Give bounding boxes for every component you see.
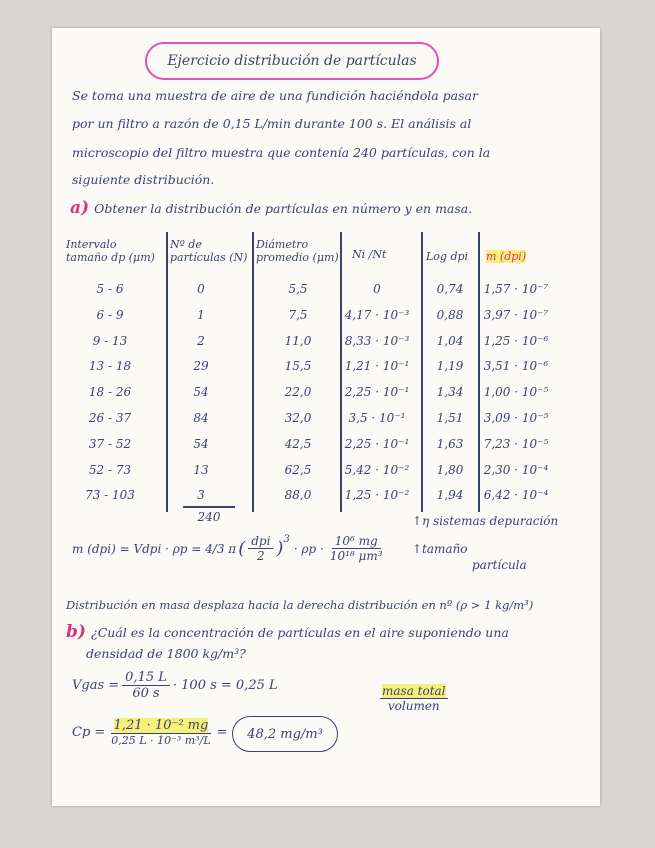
cell-ni-nt: 0 bbox=[373, 282, 381, 296]
vgas-fraction bbox=[122, 670, 170, 701]
cell-interval: 73 - 103 bbox=[85, 488, 135, 503]
mass-volume-note bbox=[380, 684, 448, 713]
title-bubble bbox=[145, 42, 439, 80]
cell-m: 1,00 · 10⁻⁵ bbox=[483, 385, 549, 400]
cell-ni-nt: 2,25 · 10⁻¹ bbox=[344, 436, 410, 451]
cp-num-text: 1,21 · 10⁻² mg bbox=[113, 718, 209, 733]
distribution-statement: Distribución en masa desplaza hacia la derecha distribución en nº (ρ > 1 kg/m³) bbox=[66, 598, 534, 612]
cell-diameter: 11,0 bbox=[284, 333, 312, 348]
cell-interval: 18 - 26 bbox=[88, 385, 132, 400]
cell-ni-nt: 2,25 · 10⁻¹ bbox=[344, 385, 410, 400]
cp-equation bbox=[72, 718, 228, 747]
header-m-label: m (dpi) bbox=[486, 250, 527, 263]
question-a-letter: a) bbox=[70, 198, 90, 218]
vgas-den: 60 s bbox=[132, 686, 160, 701]
page-title: Ejercicio distribución de partículas bbox=[167, 53, 417, 69]
cp-fraction bbox=[108, 718, 213, 747]
formula-lhs: m (dpi) = Vdpi · ρp = 4/3 π bbox=[72, 541, 237, 556]
vgas-lhs: Vgas = bbox=[72, 678, 120, 693]
cell-n: 84 bbox=[193, 411, 209, 425]
formula-frac2-num: 10⁶ mg bbox=[332, 534, 381, 549]
cell-diameter: 42,5 bbox=[284, 436, 312, 451]
formula-fraction-dp bbox=[248, 534, 273, 563]
formula-frac1-num: dpi bbox=[248, 534, 273, 549]
cp-den: 0,25 L · 10⁻³ m³/L bbox=[111, 734, 211, 747]
cell-m: 2,30 · 10⁻⁴ bbox=[483, 462, 549, 477]
cell-m: 6,42 · 10⁻⁴ bbox=[483, 488, 549, 503]
header-n-line1: Nº de bbox=[170, 238, 202, 251]
vgas-rhs: · 100 s = 0,25 L bbox=[172, 678, 278, 693]
vgas-equation bbox=[72, 670, 278, 701]
cell-n: 0 bbox=[197, 282, 205, 296]
header-log: Log dpi bbox=[426, 250, 469, 263]
header-m bbox=[486, 250, 526, 263]
header-interval bbox=[66, 238, 155, 264]
cell-ni-nt: 1,21 · 10⁻¹ bbox=[344, 359, 410, 374]
cp-equals: = bbox=[216, 725, 228, 740]
cell-log: 0,88 bbox=[436, 307, 464, 322]
cp-num bbox=[111, 718, 212, 734]
cell-m: 1,25 · 10⁻⁶ bbox=[483, 333, 549, 348]
formula-frac2-den: 10¹⁸ μm³ bbox=[329, 549, 383, 563]
sum-line bbox=[183, 506, 235, 508]
cell-n: 54 bbox=[193, 385, 209, 400]
cell-m: 3,09 · 10⁻⁵ bbox=[483, 411, 549, 425]
cell-diameter: 15,5 bbox=[284, 359, 312, 374]
formula-fraction-units bbox=[327, 534, 386, 563]
question-b-text-2: densidad de 1800 kg/m³? bbox=[86, 646, 246, 661]
cell-log: 1,63 bbox=[436, 436, 464, 451]
formula-rho: · ρp · bbox=[293, 541, 324, 556]
cell-n: 54 bbox=[193, 436, 209, 451]
cell-interval: 37 - 52 bbox=[88, 436, 132, 451]
mass-note-den: volumen bbox=[387, 699, 440, 713]
header-diameter-line2: promedio (μm) bbox=[256, 251, 339, 264]
question-b bbox=[66, 622, 509, 642]
cell-log: 1,51 bbox=[436, 411, 464, 425]
intro-line-1: Se toma una muestra de aire de una fundición haciéndola pasar bbox=[72, 88, 478, 103]
question-b-letter: b) bbox=[66, 622, 86, 642]
note-particle: partícula bbox=[472, 558, 527, 572]
intro-line-2: por un filtro a razón de 0,15 L/min durante 100 s. El análisis al bbox=[72, 116, 472, 131]
cell-log: 0,74 bbox=[436, 282, 464, 296]
cell-log: 1,19 bbox=[436, 359, 464, 374]
mass-note-num-text: masa total bbox=[382, 684, 446, 698]
cell-m: 7,23 · 10⁻⁵ bbox=[483, 436, 549, 451]
table-total: 240 bbox=[197, 510, 221, 524]
mass-note-num bbox=[380, 684, 448, 699]
header-interval-line2: tamaño dp (μm) bbox=[66, 251, 155, 264]
cell-n: 1 bbox=[197, 307, 205, 322]
note-efficiency: ↑η sistemas depuración bbox=[412, 514, 559, 528]
table-divider bbox=[252, 232, 254, 512]
question-a bbox=[70, 198, 472, 218]
header-interval-line1: Intervalo bbox=[66, 238, 117, 251]
question-a-text: Obtener la distribución de partículas en número y en masa. bbox=[94, 201, 473, 216]
cp-lhs: Cp = bbox=[72, 725, 106, 740]
cell-n: 3 bbox=[197, 488, 205, 503]
table-divider bbox=[421, 232, 423, 512]
intro-line-3: microscopio del filtro muestra que contenía 240 partículas, con la bbox=[72, 145, 491, 160]
header-ni-nt: Ni /Nt bbox=[352, 248, 387, 261]
cell-m: 3,51 · 10⁻⁶ bbox=[483, 359, 549, 374]
mass-formula: m (dpi) = Vdpi · ρp = 4/3 π ( $\frac{\text{dpi}}{2}$ ) $^3$ · ρp · $\frac{\text{10⁶ mg}}{\text{10¹⁸ μm³}}$ bbox=[72, 534, 389, 563]
cell-ni-nt: 4,17 · 10⁻³ bbox=[344, 307, 410, 322]
header-diameter bbox=[256, 238, 339, 264]
cell-interval: 9 - 13 bbox=[92, 333, 128, 348]
cell-n: 2 bbox=[197, 333, 205, 348]
cell-ni-nt: 5,42 · 10⁻² bbox=[344, 462, 410, 477]
cell-diameter: 22,0 bbox=[284, 385, 312, 400]
cell-diameter: 7,5 bbox=[288, 307, 308, 322]
cell-diameter: 88,0 bbox=[284, 488, 312, 503]
vgas-num: 0,15 L bbox=[122, 670, 170, 686]
cell-interval: 26 - 37 bbox=[88, 411, 132, 425]
formula-exponent: 3 bbox=[283, 534, 290, 545]
cell-ni-nt: 1,25 · 10⁻² bbox=[344, 488, 410, 503]
cell-ni-nt: 3,5 · 10⁻¹ bbox=[348, 411, 406, 425]
cell-n: 13 bbox=[193, 462, 209, 477]
cell-interval: 6 - 9 bbox=[96, 307, 124, 322]
cell-log: 1,04 bbox=[436, 333, 464, 348]
cell-diameter: 62,5 bbox=[284, 462, 312, 477]
question-b-text-1: ¿Cuál es la concentración de partículas en el aire suponiendo una bbox=[91, 625, 509, 640]
cp-result: 48,2 mg/m³ bbox=[247, 726, 323, 742]
note-size: ↑tamaño bbox=[412, 542, 468, 556]
cell-interval: 5 - 6 bbox=[96, 282, 124, 296]
cell-n: 29 bbox=[193, 359, 209, 374]
cell-ni-nt: 8,33 · 10⁻³ bbox=[344, 333, 410, 348]
formula-frac1-den: 2 bbox=[257, 549, 265, 563]
header-diameter-line1: Diámetro bbox=[256, 238, 309, 251]
cell-interval: 13 - 18 bbox=[88, 359, 132, 374]
cell-log: 1,34 bbox=[436, 385, 464, 400]
cell-log: 1,94 bbox=[436, 488, 464, 503]
cell-diameter: 5,5 bbox=[288, 282, 308, 296]
cell-m: 3,97 · 10⁻⁷ bbox=[483, 307, 549, 322]
cell-log: 1,80 bbox=[436, 462, 464, 477]
header-n-line2: partículas (N) bbox=[170, 251, 248, 264]
cell-diameter: 32,0 bbox=[284, 411, 312, 425]
cell-interval: 52 - 73 bbox=[88, 462, 132, 477]
cell-m: 1,57 · 10⁻⁷ bbox=[483, 282, 549, 296]
table-divider bbox=[166, 232, 168, 512]
intro-line-4: siguiente distribución. bbox=[72, 172, 215, 187]
header-n bbox=[170, 238, 247, 264]
cp-result-box bbox=[232, 716, 338, 752]
